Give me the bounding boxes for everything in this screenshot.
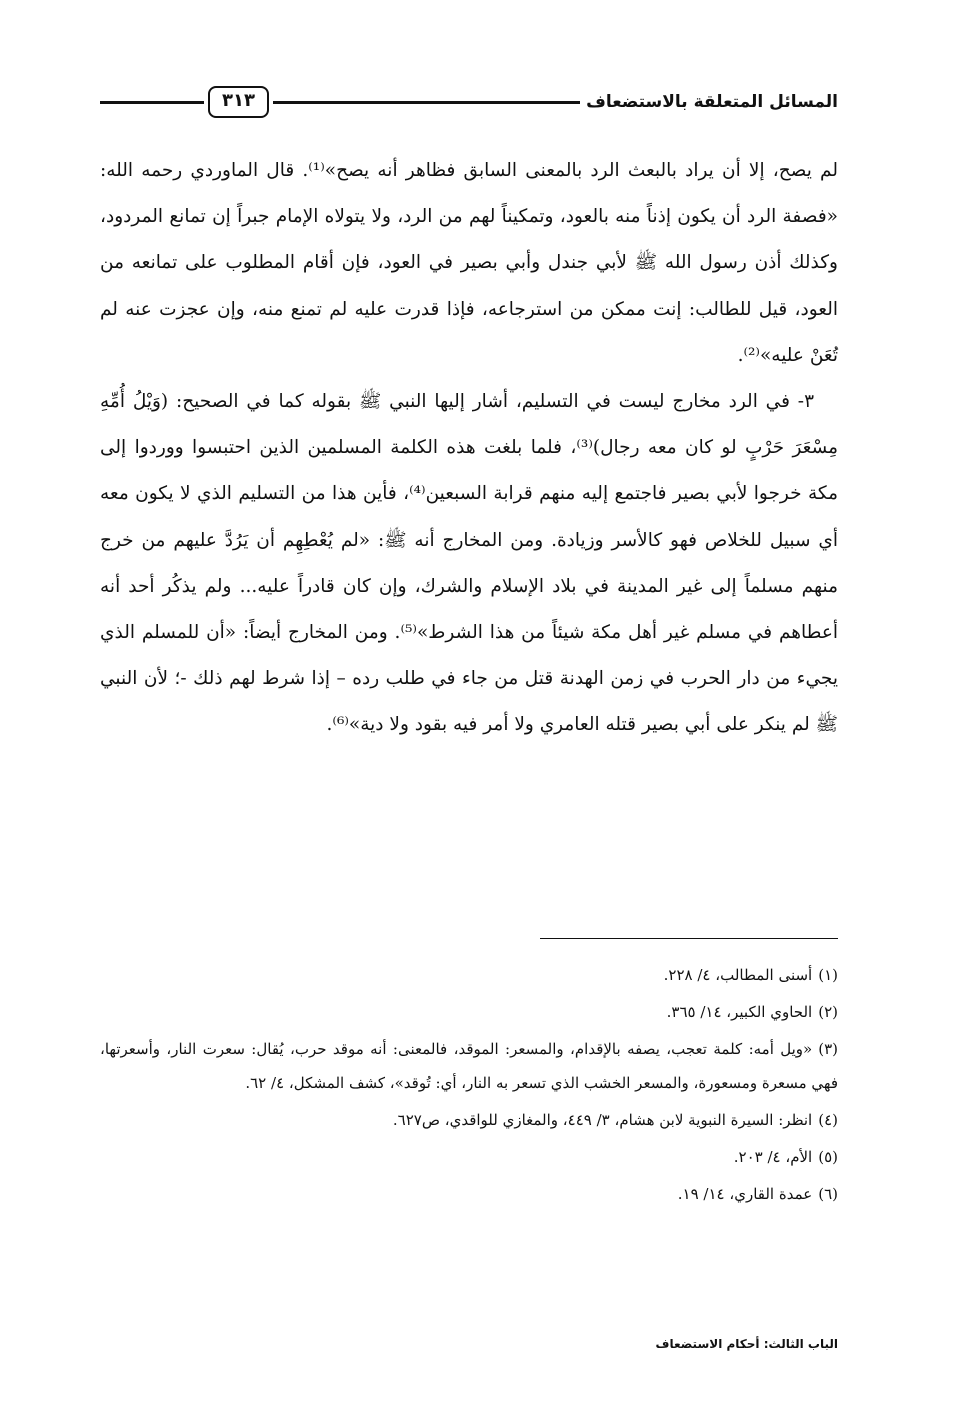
running-footer: الباب الثالث: أحكام الاستضعاف xyxy=(655,1337,838,1351)
footnote-separator xyxy=(540,938,838,939)
footnote-2 xyxy=(100,995,838,1029)
paragraph-1: لم يصح، إلا أن يراد بالبعث الرد بالمعنى السابق فظاهر أنه يصح»⁽¹⁾. قال الماوردي رحمه الله: «فصفة الرد أن يكون إذناً منه بالعود، وتمكيناً لهم من الرد، ولا يتولاه الإمام جبراً إن تمانع المردود، وكذلك أذن رسول الله ﷺ لأبي جندل وأبي بصير في العود، فإن أقام المطلوب على تمانعه من العود، قيل للطالب: إنت ممكن من استرجاعه، فإذا قدرت عليه لم تمنع منه، وإن عجزت عنه لم تُعَنْ عليه»⁽²⁾. xyxy=(100,160,838,366)
header-title: المسائل المتعلقة بالاستضعاف xyxy=(586,92,838,112)
footnote-text: «ويل أمه: كلمة تعجب، يصفه بالإقدام، والمسعر: الموقد، فالمعنى: أنه موقد حرب، يُقال: سعرت النار، وأسعرتها، فهي مسعرة ومسعورة، والمسعر الخشب الذي تسعر به النار، أي: تُوقد»، كشف المشكل، ٤/ ٦٢. xyxy=(100,1040,838,1092)
footnote-5 xyxy=(100,1140,838,1174)
running-header xyxy=(100,80,838,124)
header-rule-left xyxy=(100,101,204,104)
footnote-text: انظر: السيرة النبوية لابن هشام، ٣/ ٤٤٩، والمغازي للواقدي، ص٦٢٧. xyxy=(392,1111,813,1129)
footnote-4 xyxy=(100,1103,838,1137)
main-text xyxy=(100,148,838,749)
footnote-label: (٦) xyxy=(818,1185,838,1203)
paragraph-2: ٣- في الرد مخارج ليست في التسليم، أشار إليها النبي ﷺ بقوله كما في الصحيح: (وَيْلُ أُمِّهِ مِسْعَرَ حَرْبٍ لو كان معه رجال)⁽³⁾، فلما بلغت هذه الكلمة المسلمين الذين احتبسوا ووردوا إلى مكة خرجوا لأبي بصير فاجتمع إليه منهم قرابة السبعين⁽⁴⁾، فأين هذا من التسليم الذي لا يكون معه أي سبيل للخلاص فهو كالأسر وزيادة. ومن المخارج أنه ﷺ: «لم يُعْطِهِم أن يَرُدَّ عليهم من خرج منهم مسلماً إلى غير المدينة في بلاد الإسلام والشرك، وإن كان قادراً عليه... ولم يذكُر أحد أنه أعطاهم في مسلم غير أهل مكة شيئاً من هذا الشرط»⁽⁵⁾. ومن المخارج أيضاً: «أن للمسلم الذي يجيء من دار الحرب في زمن الهدنة قتل من جاء في طلب رده – إذا شرط لهم ذلك -؛ لأن النبي ﷺ لم ينكر على أبي بصير قتله العامري ولا أمر فيه بقود ولا دية»⁽⁶⁾. xyxy=(100,391,838,736)
footnote-text: عمدة القاري، ١٤/ ١٩. xyxy=(677,1185,813,1203)
footnote-label: (٣) xyxy=(818,1040,838,1058)
footnote-label: (٥) xyxy=(818,1148,838,1166)
footnote-text: أسنى المطالب، ٤/ ٢٢٨. xyxy=(663,966,813,984)
footnote-6 xyxy=(100,1177,838,1211)
footnote-label: (١) xyxy=(818,966,838,984)
footnote-label: (٤) xyxy=(818,1111,838,1129)
page-number: ٣١٣ xyxy=(208,86,269,118)
footnote-text: الأم، ٤/ ٢٠٣. xyxy=(733,1148,813,1166)
footnotes xyxy=(100,958,838,1214)
footnote-label: (٢) xyxy=(818,1003,838,1021)
footnote-1 xyxy=(100,958,838,992)
footnote-text: الحاوي الكبير، ١٤/ ٣٦٥. xyxy=(666,1003,813,1021)
footnote-3 xyxy=(100,1032,838,1100)
header-rule-right xyxy=(273,101,580,104)
